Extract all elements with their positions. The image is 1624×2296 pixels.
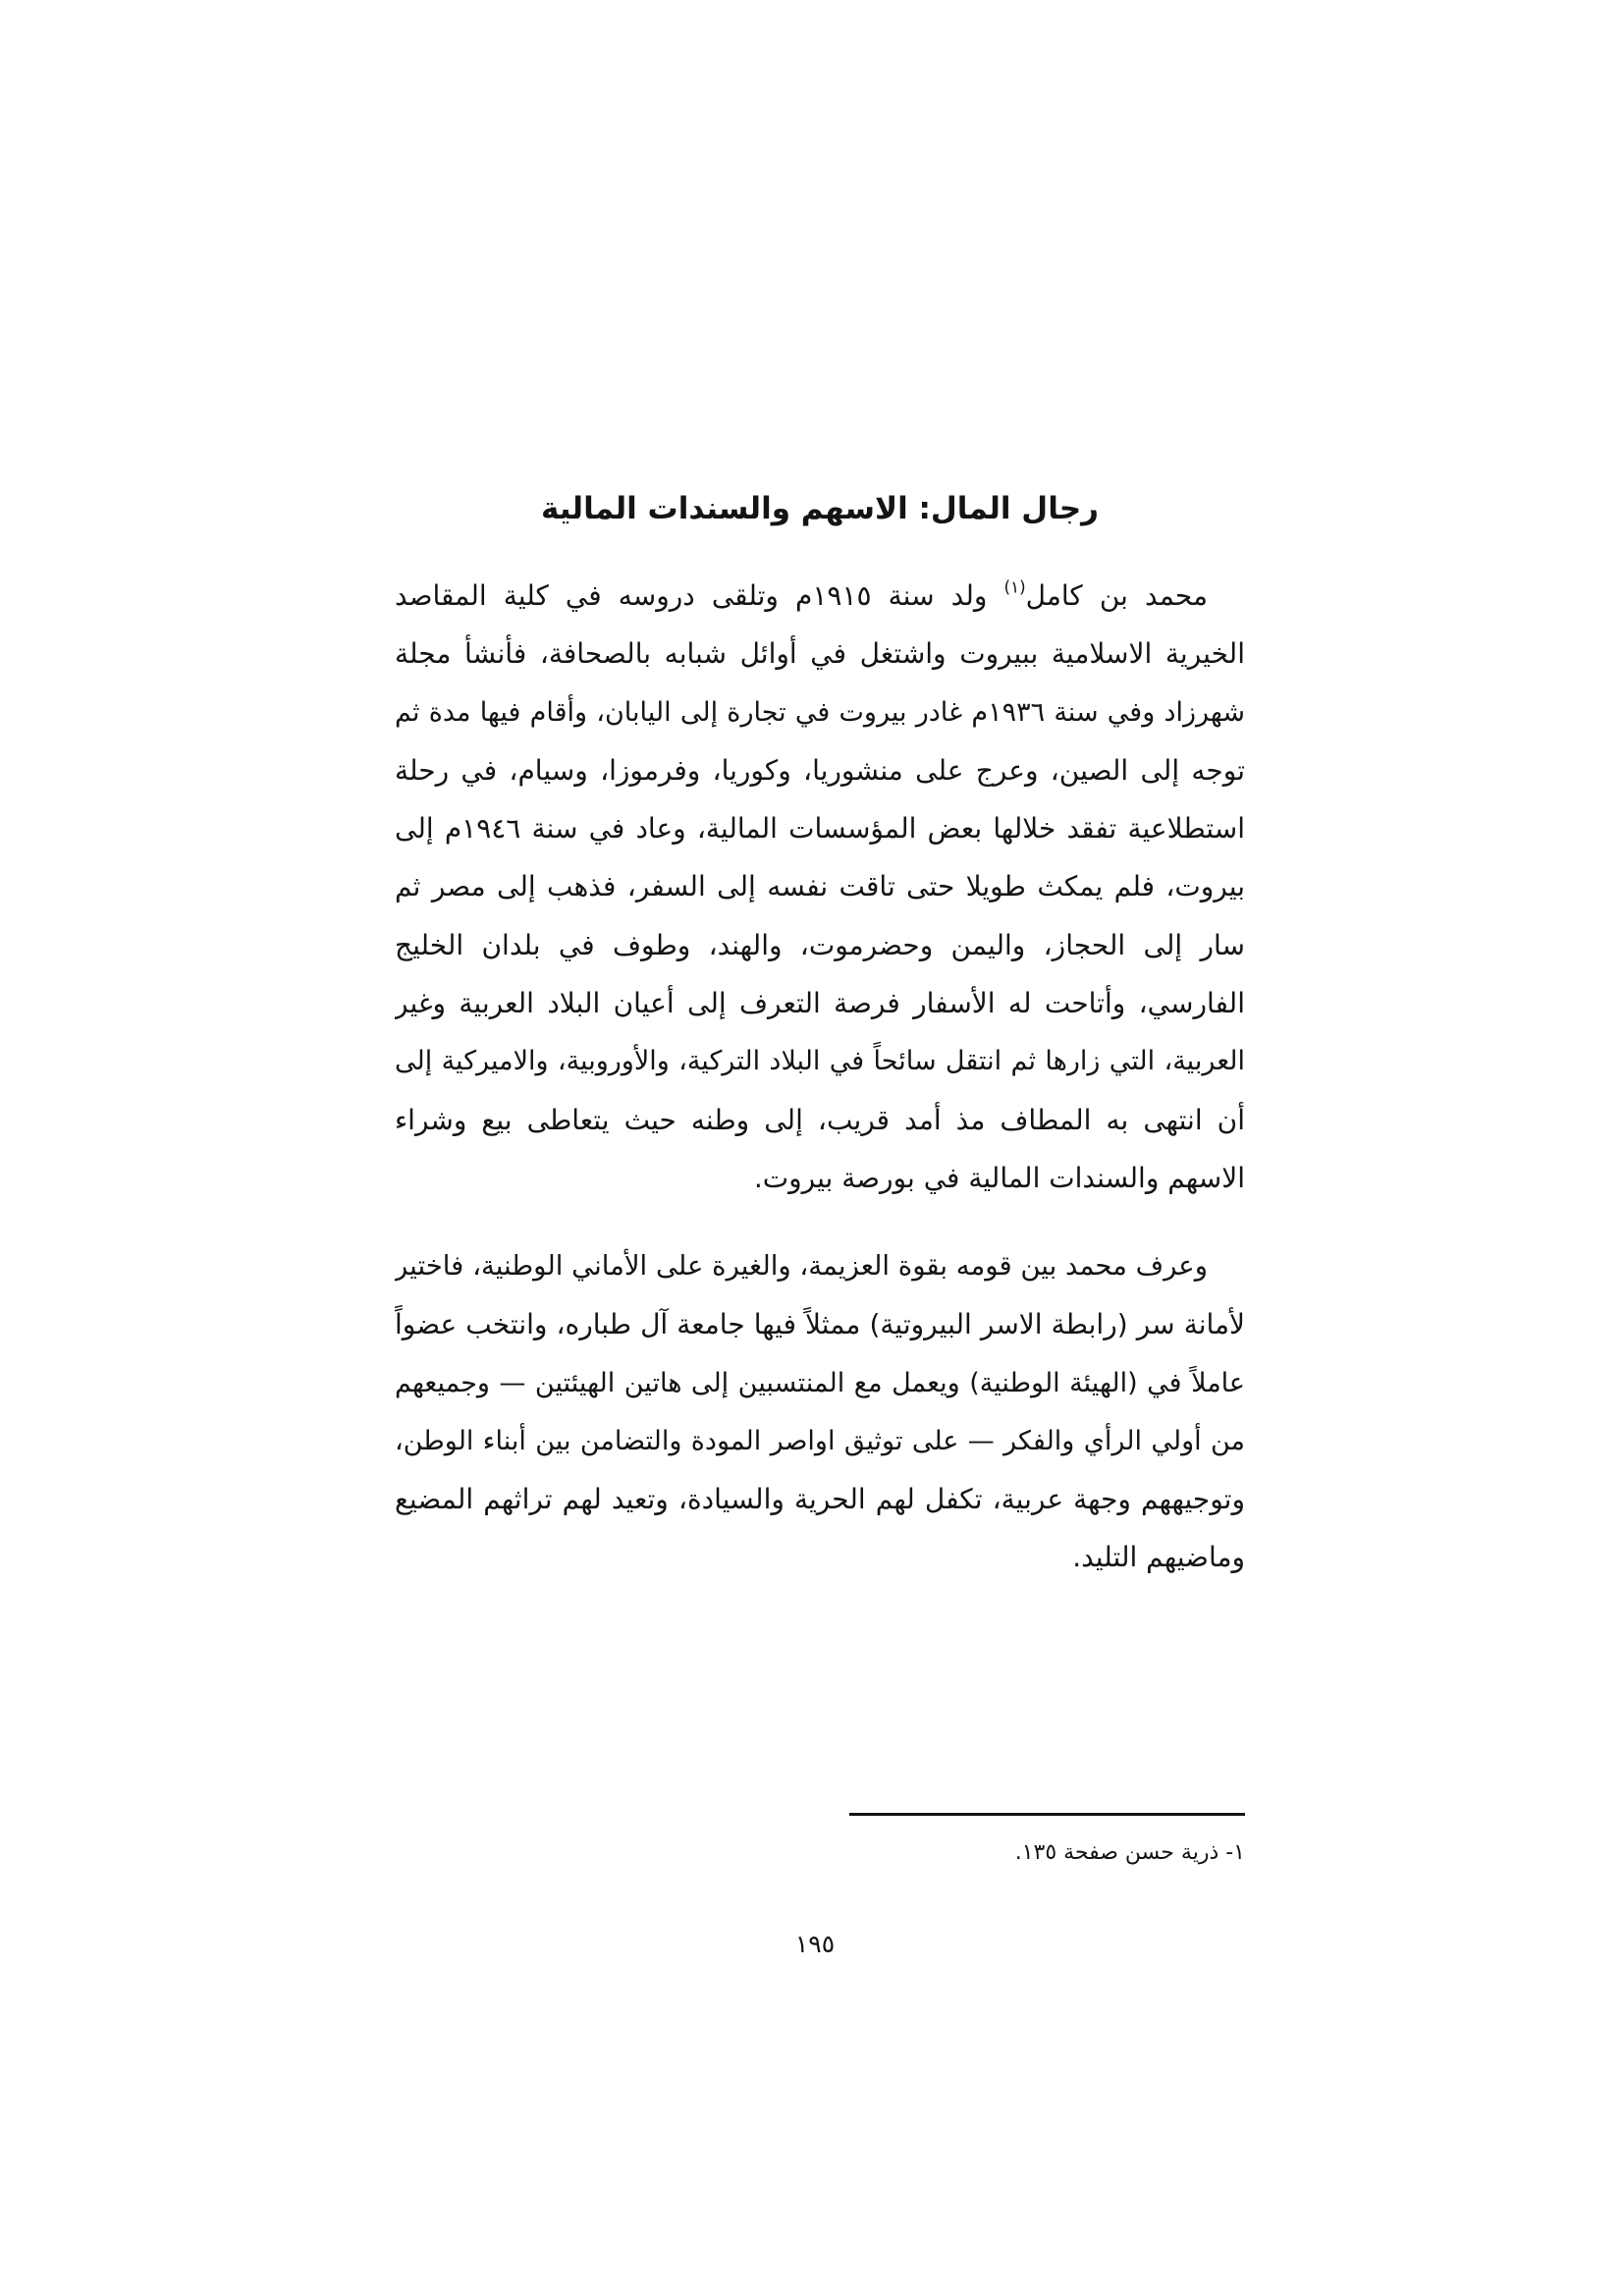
- text-line-start: محمد بن كامل: [1025, 579, 1209, 612]
- chapter-title: رجال المال: الاسهم والسندات المالية: [540, 491, 1100, 526]
- text-line: لأمانة سر (رابطة الاسر البيروتية) ممثلاً فيها جامعة آل طباره، وانتخب عضواً: [395, 1308, 1245, 1341]
- text-line: وعرف محمد بين قومه بقوة العزيمة، والغيرة على الأماني الوطنية، فاختير: [395, 1250, 1208, 1282]
- text-line: بيروت، فلم يمكث طويلا حتى تاقت نفسه إلى السفر، فذهب إلى مصر ثم: [395, 870, 1245, 903]
- body-paragraph: [395, 1237, 1245, 1587]
- text-line: عاملاً في (الهيئة الوطنية) ويعمل مع المنتسبين إلى هاتين الهيئتين — وجميعهم: [395, 1367, 1245, 1398]
- text-line: العربية، التي زارها ثم انتقل سائحاً في البلاد التركية، والأوروبية، والاميركية إلى: [395, 1046, 1245, 1077]
- text-line: الفارسي، وأتاحت له الأسفار فرصة التعرف إلى أعيان البلاد العربية وغير: [395, 987, 1245, 1020]
- footnote-separator: [849, 1813, 1245, 1816]
- text-line: استطلاعية تفقد خلالها بعض المؤسسات المالية، وعاد في سنة ١٩٤٦م إلى: [395, 812, 1245, 846]
- text-line-rest: ولد سنة ١٩١٥م وتلقى دروسه في كلية المقاصد: [395, 579, 988, 612]
- text-line: الاسهم والسندات المالية في بورصة بيروت.: [753, 1161, 1245, 1194]
- text-line: شهرزاد وفي سنة ١٩٣٦م غادر بيروت في تجارة إلى اليابان، وأقام فيها مدة ثم: [395, 696, 1245, 728]
- text-line: [395, 567, 1245, 625]
- text-line: توجه إلى الصين، وعرج على منشوريا، وكوريا، وفرموزا، وسيام، في رحلة: [395, 753, 1245, 787]
- footnote-text: ١- ذرية حسن صفحة ١٣٥.: [1014, 1840, 1245, 1865]
- footnote-reference: (١): [1003, 576, 1026, 597]
- text-line: وتوجيههم وجهة عربية، تكفل لهم الحرية والسيادة، وتعيد لهم تراثهم المضيع: [395, 1483, 1245, 1516]
- text-line: الخيرية الاسلامية ببيروت واشتغل في أوائل شبابه بالصحافة، فأنشأ مجلة: [395, 637, 1245, 671]
- text-line: أن انتهى به المطاف مذ أمد قريب، إلى وطنه حيث يتعاطى بيع وشراء: [395, 1103, 1245, 1136]
- page-number: ١٩٥: [794, 1930, 836, 1958]
- text-line: من أولي الرأي والفكر — على توثيق اواصر المودة والتضامن بين أبناء الوطن،: [395, 1425, 1245, 1456]
- text-line: وماضيهم التليد.: [1072, 1541, 1245, 1574]
- body-paragraph: [395, 567, 1245, 1207]
- text-line: سار إلى الحجاز، واليمن وحضرموت، والهند، وطوف في بلدان الخليج: [395, 928, 1245, 961]
